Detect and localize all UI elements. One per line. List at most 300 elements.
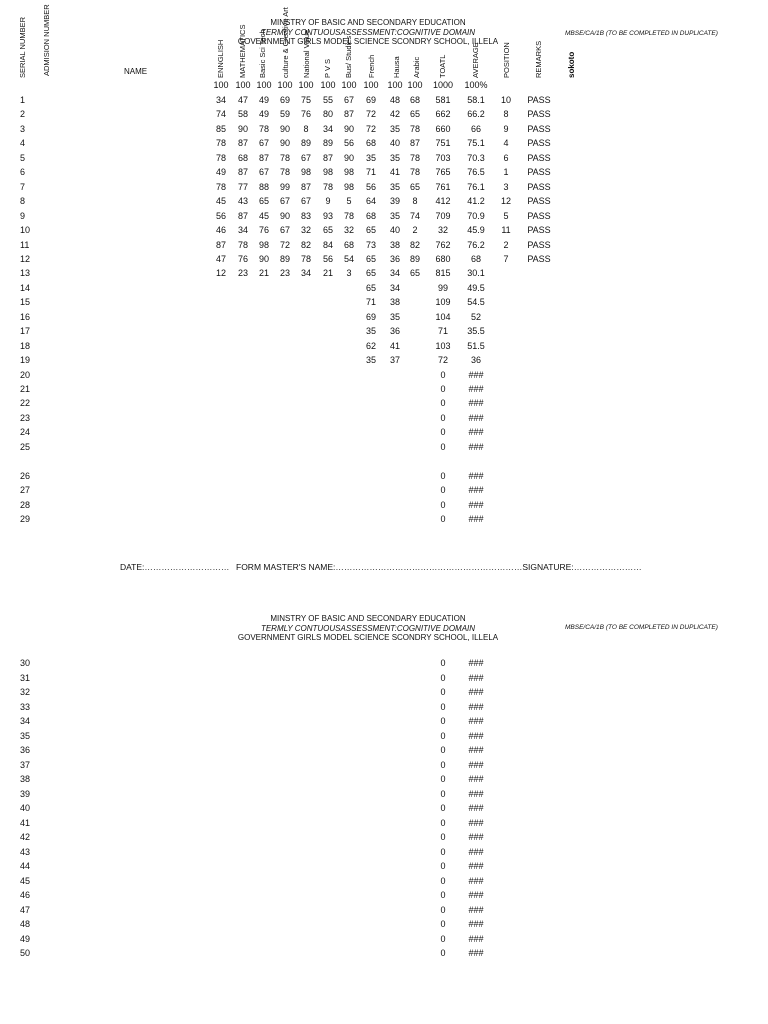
table-row: [0, 934, 768, 949]
subject-score: 5: [346, 196, 352, 207]
subject-score: 87: [343, 109, 354, 120]
subject-score: 80: [322, 109, 333, 120]
subject-score: 41: [389, 340, 400, 351]
max-marks-row: [0, 80, 768, 95]
form-master-signature-line: FORM MASTER'S NAME:…………………………………………………………SIGNATURE:……………………: [236, 562, 642, 572]
subject-score: 8: [303, 123, 309, 134]
average-score: 35.5: [467, 326, 485, 337]
position: 12: [500, 196, 511, 207]
table-row: [0, 268, 768, 283]
subject-score: 98: [322, 167, 333, 178]
document-header-2: [218, 614, 518, 643]
subject-score: 87: [237, 167, 248, 178]
serial-number: 49: [20, 933, 31, 944]
subject-score: 72: [365, 109, 376, 120]
position: 7: [503, 253, 509, 264]
subject-score: 72: [365, 123, 376, 134]
serial-number: 29: [20, 514, 31, 525]
subject-score: 89: [279, 253, 290, 264]
average-score: ###: [468, 658, 484, 668]
serial-number: 20: [20, 369, 31, 380]
serial-number: 50: [20, 948, 31, 958]
serial-number: 38: [20, 774, 31, 784]
subject-score: 32: [343, 225, 354, 236]
average-score: 76.5: [467, 167, 485, 178]
subject-score: 67: [343, 95, 354, 105]
position: 10: [500, 95, 511, 105]
subject-score: 93: [322, 210, 333, 221]
subject-score: 21: [258, 268, 269, 279]
serial-number: 21: [20, 384, 31, 394]
remark: PASS: [527, 152, 551, 163]
total-score: 581: [435, 95, 451, 105]
col-national-value: National Value: [302, 29, 311, 78]
serial-number: 37: [20, 759, 31, 770]
average-score: ###: [468, 701, 484, 712]
serial-number: 8: [20, 196, 26, 207]
assessment-subtitle: TERMLY CONTUOUSASSESSMENT:COGNITIVE DOMAIN: [260, 623, 476, 633]
col-arabic: Arabic: [412, 56, 421, 78]
subject-score: 45: [258, 210, 269, 221]
table-row: [0, 225, 768, 240]
average-score: ###: [468, 817, 484, 828]
subject-score: 90: [343, 123, 354, 134]
subject-score: 56: [215, 210, 226, 221]
subject-score: 69: [279, 95, 290, 105]
average-score: 68: [470, 253, 481, 264]
total-score: 0: [440, 861, 446, 871]
subject-score: 89: [409, 253, 420, 264]
subject-score: 74: [409, 210, 420, 221]
subject-score: 65: [322, 225, 333, 236]
subject-score: 69: [365, 95, 376, 105]
subject-score: 45: [215, 196, 226, 207]
table-row: [0, 919, 768, 934]
serial-number: 31: [20, 672, 31, 683]
average-score: 49.5: [467, 282, 485, 293]
average-score: ###: [468, 485, 484, 496]
subject-score: 9: [325, 196, 331, 207]
total-score: 0: [440, 759, 446, 770]
average-score: 76.1: [467, 181, 485, 192]
average-score: ###: [468, 427, 484, 438]
ministry-title: MINSTRY OF BASIC AND SECONDARY EDUCATION: [270, 18, 466, 27]
subject-score: 78: [258, 123, 269, 134]
average-score: 58.1: [467, 95, 485, 105]
remark: PASS: [527, 196, 551, 207]
col-total: TOATL: [438, 54, 447, 78]
subject-score: 90: [343, 152, 354, 163]
total-score: 0: [440, 701, 446, 712]
serial-number: 47: [20, 904, 31, 915]
total-score: 104: [435, 311, 451, 322]
subject-score: 37: [389, 355, 400, 366]
total-score: 662: [435, 109, 451, 120]
total-score: 0: [440, 716, 446, 726]
table-row: [0, 341, 768, 356]
position: 1: [503, 167, 509, 178]
serial-number: 24: [20, 427, 31, 438]
subject-score: 47: [215, 253, 226, 264]
average-score: ###: [468, 832, 484, 842]
total-score: 0: [440, 427, 446, 438]
serial-number: 19: [20, 355, 31, 366]
serial-number: 33: [20, 701, 31, 712]
table-row: [0, 240, 768, 255]
table-row: [0, 138, 768, 153]
subject-score: 72: [279, 239, 290, 250]
average-score: 66.2: [467, 109, 485, 120]
table-row: [0, 326, 768, 341]
col-mathematics: MATHEMATICS: [238, 24, 247, 78]
average-score: ###: [468, 875, 484, 886]
table-row: [0, 702, 768, 717]
average-score: 45.9: [467, 225, 485, 236]
col-serial-number: SERIAL NUMBER: [18, 17, 27, 78]
col-remarks: REMARKS: [534, 40, 543, 78]
subject-score: 78: [215, 181, 226, 192]
table-row: [0, 370, 768, 385]
subject-score: 90: [279, 123, 290, 134]
serial-number: 26: [20, 470, 31, 481]
serial-number: 1: [20, 95, 26, 105]
subject-score: 49: [258, 109, 269, 120]
subject-score: 78: [409, 167, 420, 178]
average-score: ###: [468, 948, 484, 958]
table-row: [0, 803, 768, 818]
subject-score: 76: [300, 109, 311, 120]
total-score: 660: [435, 123, 451, 134]
total-score: 0: [440, 730, 446, 741]
max-mark: 100: [256, 80, 272, 90]
table-row: [0, 890, 768, 905]
serial-number: 32: [20, 687, 31, 697]
date-field: DATE:…………………………: [120, 562, 230, 572]
total-score: 0: [440, 485, 446, 496]
subject-score: 76: [237, 253, 248, 264]
subject-score: 42: [389, 109, 400, 120]
subject-score: 65: [409, 268, 420, 279]
col-name: NAME: [124, 67, 148, 76]
total-score: 0: [440, 398, 446, 409]
subject-score: 78: [409, 123, 420, 134]
total-score: 99: [437, 282, 448, 293]
assessment-subtitle: TERMLY CONTUOUSASSESSMENT:COGNITIVE DOMAIN: [260, 27, 476, 37]
average-score: ###: [468, 745, 484, 755]
subject-score: 65: [365, 225, 376, 236]
subject-score: 77: [237, 181, 248, 192]
table-row: [0, 167, 768, 182]
serial-number: 25: [20, 441, 31, 452]
subject-score: 59: [279, 109, 290, 120]
subject-score: 34: [300, 268, 311, 279]
average-score: 76.2: [467, 239, 485, 250]
subject-score: 65: [365, 253, 376, 264]
subject-score: 34: [389, 282, 400, 293]
subject-score: 32: [300, 225, 311, 236]
subject-score: 35: [389, 123, 400, 134]
subject-score: 73: [365, 239, 376, 250]
subject-score: 71: [365, 167, 376, 178]
total-score: 32: [437, 225, 448, 236]
total-score: 0: [440, 832, 446, 842]
table-row: [0, 153, 768, 168]
table-row: [0, 861, 768, 876]
table-row: [0, 211, 768, 226]
subject-score: 38: [389, 297, 400, 308]
subject-score: 40: [389, 225, 400, 236]
max-mark: 100: [407, 80, 423, 90]
table-row: [0, 832, 768, 847]
col-basic-sci-tech: Basic Sci Tech: [258, 29, 267, 78]
average-score: ###: [468, 846, 484, 857]
subject-score: 88: [258, 181, 269, 192]
serial-number: 2: [20, 109, 26, 120]
max-mark: 100: [213, 80, 229, 90]
subject-score: 82: [300, 239, 311, 250]
serial-number: 15: [20, 297, 31, 308]
total-score: 0: [440, 470, 446, 481]
average-score: 41.2: [467, 196, 485, 207]
serial-number: 17: [20, 326, 31, 337]
table-row: [0, 500, 768, 515]
subject-score: 36: [389, 326, 400, 337]
subject-score: 46: [215, 225, 226, 236]
average-score: 36: [470, 355, 481, 366]
table-row: [0, 124, 768, 139]
subject-score: 12: [215, 268, 226, 279]
subject-score: 78: [215, 138, 226, 149]
max-mark: 100: [277, 80, 293, 90]
total-score: 0: [440, 948, 446, 958]
table-row: [0, 109, 768, 124]
total-score: 412: [435, 196, 451, 207]
serial-number: 7: [20, 181, 26, 192]
subject-score: 75: [300, 95, 311, 105]
total-score: 0: [440, 919, 446, 929]
subject-score: 85: [215, 123, 226, 134]
remark: PASS: [527, 167, 551, 178]
average-score: ###: [468, 716, 484, 726]
serial-number: 23: [20, 412, 31, 423]
average-score: ###: [468, 861, 484, 871]
average-score: ###: [468, 384, 484, 394]
total-score: 703: [435, 152, 451, 163]
table-row: [0, 876, 768, 891]
subject-score: 40: [389, 138, 400, 149]
subject-score: 8: [412, 196, 418, 207]
average-score: 51.5: [467, 340, 485, 351]
subject-score: 89: [300, 138, 311, 149]
school-name: GOVERNMENT GIRLS MODEL SCIENCE SCONDRY SCHOOL, ILLELA: [237, 37, 499, 46]
average-score: ###: [468, 514, 484, 525]
average-score: 54.5: [467, 297, 485, 308]
max-mark: 100: [298, 80, 314, 90]
subject-score: 35: [389, 181, 400, 192]
subject-score: 68: [365, 210, 376, 221]
subject-score: 67: [300, 152, 311, 163]
subject-score: 34: [322, 123, 333, 134]
subject-score: 87: [237, 138, 248, 149]
max-mark: 100: [320, 80, 336, 90]
average-score: ###: [468, 730, 484, 741]
subject-score: 90: [279, 138, 290, 149]
subject-score: 65: [365, 282, 376, 293]
subject-score: 34: [389, 268, 400, 279]
serial-number: 22: [20, 398, 31, 409]
serial-number: 16: [20, 311, 31, 322]
total-score: 0: [440, 412, 446, 423]
total-score: 762: [435, 239, 451, 250]
average-score: ###: [468, 470, 484, 481]
subject-score: 68: [343, 239, 354, 250]
subject-score: 23: [237, 268, 248, 279]
subject-score: 78: [300, 253, 311, 264]
table-row: [0, 312, 768, 327]
remark: PASS: [527, 225, 551, 236]
table-row: [0, 760, 768, 775]
subject-score: 99: [279, 181, 290, 192]
position: 5: [503, 210, 509, 221]
subject-score: 98: [343, 181, 354, 192]
remark: PASS: [527, 109, 551, 120]
max-mark: 100: [363, 80, 379, 90]
total-score: 103: [435, 340, 451, 351]
average-score: 75.1: [467, 138, 485, 149]
table-row: [0, 774, 768, 789]
subject-score: 56: [343, 138, 354, 149]
subject-score: 58: [237, 109, 248, 120]
subject-score: 55: [322, 95, 333, 105]
table-row: [0, 905, 768, 920]
average-score: 70.9: [467, 210, 485, 221]
position: 9: [503, 123, 509, 134]
average-score: ###: [468, 441, 484, 452]
table-row: [0, 297, 768, 312]
position: 2: [503, 239, 509, 250]
total-score: 0: [440, 499, 446, 510]
subject-score: 35: [389, 152, 400, 163]
subject-score: 78: [409, 152, 420, 163]
subject-score: 78: [322, 181, 333, 192]
average-score: ###: [468, 412, 484, 423]
table-row: [0, 456, 768, 471]
serial-number: 42: [20, 832, 31, 842]
table-row: [0, 384, 768, 399]
serial-number: 39: [20, 788, 31, 799]
subject-score: 71: [365, 297, 376, 308]
serial-number: 13: [20, 268, 31, 279]
subject-score: 67: [279, 196, 290, 207]
average-score: 30.1: [467, 268, 485, 279]
total-score: 109: [435, 297, 451, 308]
subject-score: 56: [365, 181, 376, 192]
serial-number: 27: [20, 485, 31, 496]
average-score: 66: [470, 123, 481, 134]
subject-score: 43: [237, 196, 248, 207]
total-score: 761: [435, 181, 451, 192]
table-row: [0, 413, 768, 428]
subject-score: 90: [279, 210, 290, 221]
table-row: [0, 745, 768, 760]
remark: PASS: [527, 95, 551, 105]
table-row: [0, 673, 768, 688]
total-score: 0: [440, 369, 446, 380]
table-row: [0, 847, 768, 862]
table-row: [0, 398, 768, 413]
col-pvs: P V S: [323, 58, 332, 78]
subject-score: 98: [343, 167, 354, 178]
table-row: [0, 687, 768, 702]
subject-score: 83: [300, 210, 311, 221]
table-row: [0, 789, 768, 804]
serial-number: 9: [20, 210, 26, 221]
subject-score: 65: [258, 196, 269, 207]
table-row: [0, 254, 768, 269]
subject-score: 82: [409, 239, 420, 250]
max-mark: 100: [387, 80, 403, 90]
average-score: ###: [468, 774, 484, 784]
table-row: [0, 355, 768, 370]
subject-score: 89: [322, 138, 333, 149]
col-french: French: [367, 54, 376, 78]
table-row: [0, 716, 768, 731]
col-english: ENNGLISH: [216, 39, 225, 78]
table-row: [0, 95, 768, 110]
subject-score: 38: [389, 239, 400, 250]
total-score: 0: [440, 745, 446, 755]
average-score: ###: [468, 687, 484, 697]
subject-score: 65: [409, 109, 420, 120]
subject-score: 39: [389, 196, 400, 207]
subject-score: 87: [215, 239, 226, 250]
serial-number: 35: [20, 730, 31, 741]
subject-score: 74: [215, 109, 226, 120]
total-score: 0: [440, 803, 446, 813]
total-score: 0: [440, 774, 446, 784]
table-row: [0, 731, 768, 746]
col-admission-number: ADMISION NUMBER: [42, 4, 51, 76]
total-score: 0: [440, 514, 446, 525]
subject-score: 35: [389, 311, 400, 322]
average-score: 70.3: [467, 152, 485, 163]
serial-number: 30: [20, 658, 31, 668]
table-row: [0, 442, 768, 457]
total-score: 680: [435, 253, 451, 264]
position: 4: [503, 138, 509, 149]
total-score: 0: [440, 875, 446, 886]
average-score: ###: [468, 672, 484, 683]
total-score: 751: [435, 138, 451, 149]
total-score: 815: [435, 268, 451, 279]
subject-score: 68: [409, 95, 420, 105]
subject-score: 76: [258, 225, 269, 236]
serial-number: 28: [20, 499, 31, 510]
subject-score: 65: [365, 268, 376, 279]
average-score: ###: [468, 398, 484, 409]
table-row: [0, 818, 768, 833]
col-position: POSITION: [502, 42, 511, 78]
average-score: ###: [468, 499, 484, 510]
subject-score: 48: [389, 95, 400, 105]
subject-score: 49: [215, 167, 226, 178]
col-bus-studies: Bus/ Studies: [344, 35, 353, 78]
total-score: 709: [435, 210, 451, 221]
serial-number: 43: [20, 846, 31, 857]
average-score: ###: [468, 933, 484, 944]
table-row: [0, 196, 768, 211]
table-row: [0, 658, 768, 673]
